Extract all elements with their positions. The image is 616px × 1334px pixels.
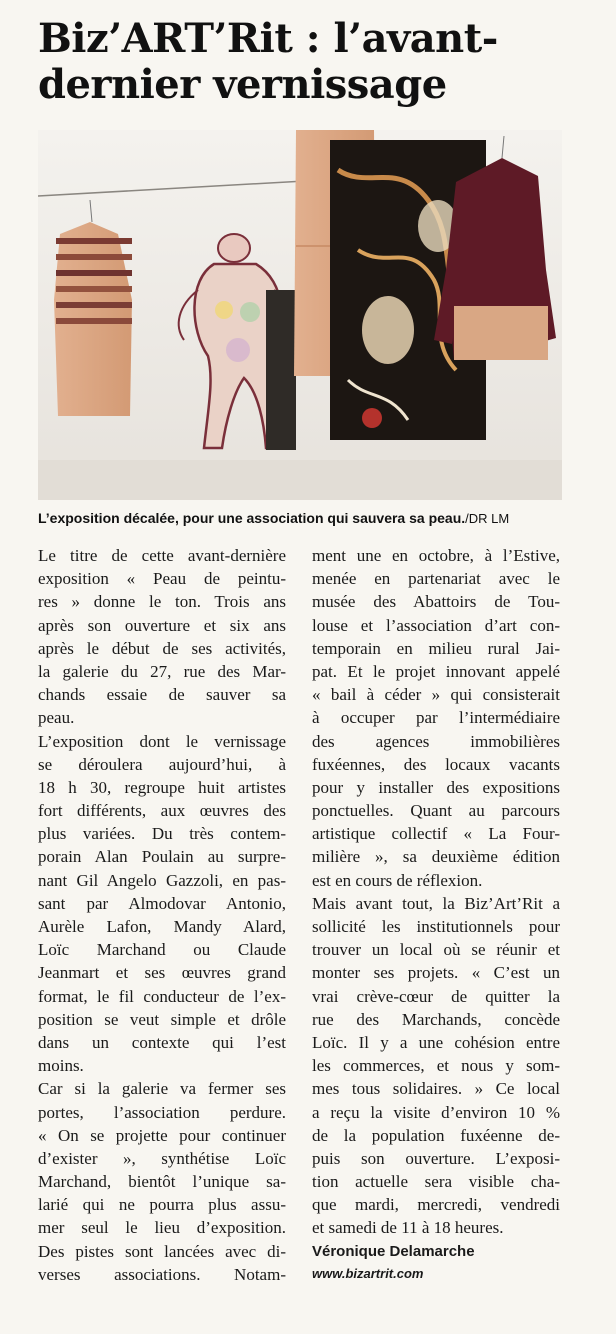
dark-doorway bbox=[266, 290, 296, 450]
body-text-line: moins. bbox=[38, 1056, 84, 1076]
body-text-line: ment une en octobre, à l’Estive, bbox=[312, 546, 560, 565]
body-text-line: Aurèle Lafon, Mandy Alard, bbox=[38, 917, 286, 936]
body-text-line: monter ses projets. « C’est un bbox=[312, 963, 560, 983]
headline-line-1: Biz’ART’Rit : l’avant- bbox=[38, 15, 498, 62]
body-text-line: musée des Abattoirs de Tou- bbox=[312, 592, 560, 612]
body-text-line: res » donne le ton. Trois ans bbox=[38, 592, 286, 612]
body-text-line: rue des Marchands, concède bbox=[312, 1009, 560, 1029]
body-text-line: « On se projette pour continuer bbox=[38, 1125, 286, 1145]
body-text-line: Le titre de cette avant-dernière bbox=[38, 546, 286, 565]
body-text-line: fort différents, aux œuvres des bbox=[38, 801, 286, 821]
body-text-line: les commerces, et nous y som- bbox=[312, 1056, 560, 1076]
body-text-line: plus variées. Du très contem- bbox=[38, 824, 286, 844]
body-text-line: artistique collectif « La Four- bbox=[312, 824, 560, 844]
body-text-line: d’exister », synthétise Loïc bbox=[38, 1148, 286, 1168]
body-text-line: Loïc. Il y a une cohésion entre bbox=[312, 1032, 560, 1052]
website-link[interactable]: www.bizartrit.com bbox=[312, 1265, 424, 1281]
gallery-floor bbox=[38, 460, 562, 500]
body-text-line: Des pistes sont lancées avec di- bbox=[38, 1241, 286, 1261]
exhibition-photo bbox=[38, 130, 562, 500]
body-text-line: et samedi de 11 à 18 heures. bbox=[312, 1218, 504, 1238]
body-text-line: Jeanmart et ses œuvres grand bbox=[38, 963, 286, 983]
body-text-line: porain Alan Poulain au surpre- bbox=[38, 847, 286, 867]
body-text-line: a reçu la visite d’environ 10 % bbox=[312, 1102, 560, 1122]
body-text-line: trouver un local où se réunir et bbox=[312, 940, 560, 960]
body-text-line: mer seul le lieu d’exposition. bbox=[38, 1218, 286, 1238]
body-text-line: sollicité les institutionnels pour bbox=[312, 917, 560, 936]
body-text-line: peau. bbox=[38, 708, 75, 728]
body-text-line: Marchand, bientôt l’unique sa- bbox=[38, 1172, 286, 1192]
article-headline bbox=[38, 16, 578, 108]
body-text-line: vrai crève-cœur de quitter la bbox=[312, 986, 560, 1006]
headline-line-2: dernier vernissage bbox=[38, 61, 447, 108]
body-text-line: format, le fil conducteur de l’ex- bbox=[38, 986, 286, 1006]
body-text-line: exposition « Peau de peintu- bbox=[38, 569, 286, 589]
body-text-line: se déroulera aujourd’hui, à bbox=[38, 754, 286, 774]
body-text-line: larié qui ne pourra plus assu- bbox=[38, 1195, 286, 1215]
body-text-line: Car si la galerie va fermer ses bbox=[38, 1079, 286, 1099]
body-text-line: pour y installer des expositions bbox=[312, 777, 560, 797]
body-text-line: après son ouverture et six ans bbox=[38, 615, 286, 635]
body-text-line: menée en partenariat avec le bbox=[312, 569, 560, 589]
article-column-right bbox=[312, 544, 560, 1285]
body-text-line: 18 h 30, regroupe huit artistes bbox=[38, 777, 286, 797]
body-text-line: fuxéennes, des locaux vacants bbox=[312, 754, 560, 774]
body-text-line: la galerie du 27, rue des Mar- bbox=[38, 661, 286, 681]
body-text-line: nant Gil Angelo Gazzoli, en pas- bbox=[38, 870, 286, 890]
photo-caption bbox=[38, 509, 578, 528]
body-text-line: est en cours de réflexion. bbox=[312, 870, 483, 890]
body-text-line: milière », sa deuxième édition bbox=[312, 847, 560, 867]
body-text-line: des agences immobilières bbox=[312, 731, 560, 751]
body-text-line: L’exposition dont le vernissage bbox=[38, 731, 286, 751]
body-text-line: que mardi, mercredi, vendredi bbox=[312, 1195, 560, 1215]
author-signature: Véronique Delamarche bbox=[312, 1242, 475, 1260]
caption-text: L’exposition décalée, pour une association qui sauvera sa peau. bbox=[38, 510, 466, 526]
body-text-line: Mais avant tout, la Biz’Art’Rit a bbox=[312, 893, 560, 913]
right-column-lines bbox=[312, 544, 560, 1240]
body-text-line: ponctuelles. Quant au parcours bbox=[312, 801, 560, 821]
body-text-line: mes tous solidaires. » Ce local bbox=[312, 1079, 560, 1099]
body-text-line: « bail à céder » qui consisterait bbox=[312, 685, 560, 705]
gallery-illustration bbox=[38, 130, 562, 500]
body-text-line: puis son ouverture. L’exposi- bbox=[312, 1148, 560, 1168]
body-text-line: portes, l’association perdure. bbox=[38, 1102, 286, 1122]
body-text-line: à occuper par l’intermédiaire bbox=[312, 708, 560, 728]
body-text-line: louse et l’association d’art con- bbox=[312, 615, 560, 635]
body-text-line: de la population fuxéenne de- bbox=[312, 1125, 560, 1145]
body-text-line: dans un contexte qui l’est bbox=[38, 1032, 286, 1052]
body-text-line: pat. Et le projet innovant appelé bbox=[312, 661, 560, 681]
body-text-line: verses associations. Notam- bbox=[38, 1264, 286, 1284]
body-text-line: sant par Almodovar Antonio, bbox=[38, 893, 286, 913]
body-text-line: Loïc Marchand ou Claude bbox=[38, 940, 286, 960]
photo-credit: /DR LM bbox=[465, 511, 510, 526]
body-text-line: chands essaie de sauver sa bbox=[38, 685, 286, 705]
body-text-line: temporain en milieu rural Jai- bbox=[312, 638, 560, 658]
body-text-line: position se veut simple et drôle bbox=[38, 1009, 286, 1029]
article-column-left bbox=[38, 544, 286, 1286]
body-text-line: tion actuelle sera visible cha- bbox=[312, 1172, 560, 1192]
body-text-line: après le début de ses activités, bbox=[38, 638, 286, 658]
